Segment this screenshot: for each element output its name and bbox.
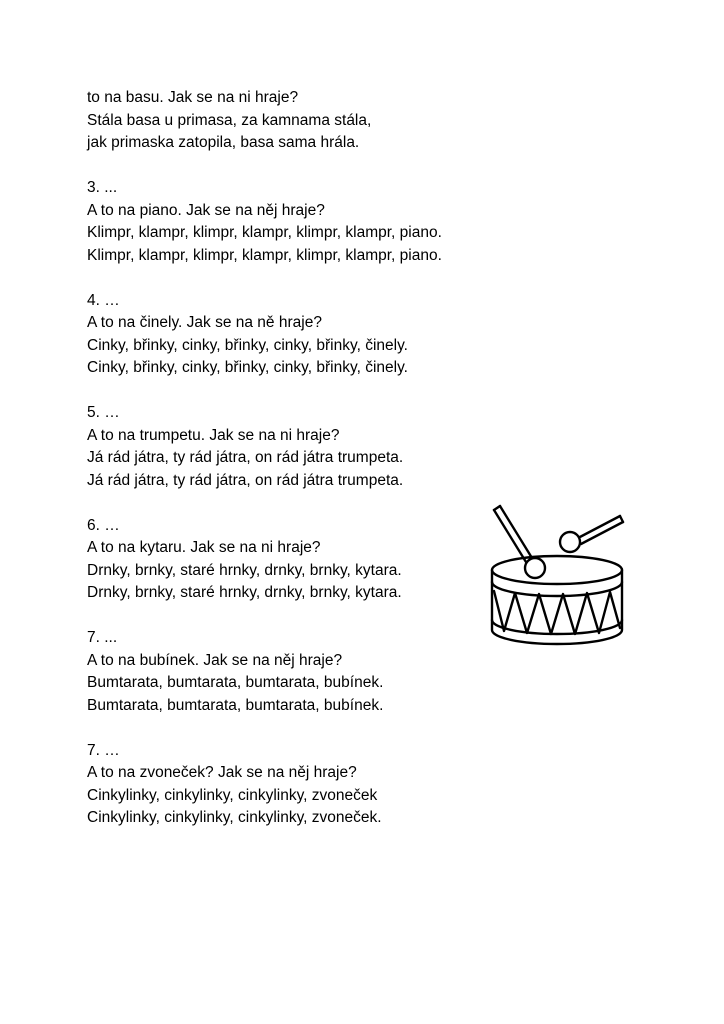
- text-line: A to na piano. Jak se na něj hraje?: [87, 201, 325, 219]
- song-text: [87, 87, 507, 852]
- text-line: Drnky, brnky, staré hrnky, drnky, brnky, kytara.: [87, 584, 402, 601]
- text-line: Cinky, břinky, cinky, břinky, cinky, břinky, činely.: [87, 359, 408, 376]
- verse-number: 5. …: [87, 404, 120, 421]
- text-line: Cinkylinky, cinkylinky, cinkylinky, zvoneček.: [87, 809, 382, 826]
- text-line: Bumtarata, bumtarata, bumtarata, bubínek.: [87, 674, 384, 691]
- drum-icon: [482, 498, 632, 646]
- text-line: Já rád játra, ty rád játra, on rád játra trumpeta.: [87, 471, 404, 489]
- stanza-piano: [87, 177, 507, 267]
- text-line: Cinky, břinky, cinky, břinky, cinky, břinky, činely.: [87, 336, 408, 354]
- stanza-kytara: [87, 515, 507, 605]
- text-line: Klimpr, klampr, klimpr, klampr, klimpr, klampr, piano.: [87, 246, 442, 264]
- text-line: jak primaska zatopila, basa sama hrála.: [87, 134, 360, 151]
- text-line: Drnky, brnky, staré hrnky, drnky, brnky, kytara.: [87, 561, 402, 579]
- verse-number: 3. ...: [87, 179, 118, 196]
- stanza-cinely: [87, 290, 507, 380]
- text-line: A to na činely. Jak se na ně hraje?: [87, 314, 322, 331]
- text-line: Bumtarata, bumtarata, bumtarata, bubínek.: [87, 696, 384, 714]
- stanza-zvonecek: [87, 740, 507, 830]
- stanza-trumpeta: [87, 402, 507, 492]
- text-line: A to na trumpetu. Jak se na ni hraje?: [87, 426, 340, 444]
- text-line: A to na kytaru. Jak se na ni hraje?: [87, 539, 321, 556]
- text-line: A to na zvoneček? Jak se na něj hraje?: [87, 764, 357, 781]
- verse-number: 7. ...: [87, 629, 118, 646]
- stanza-bubinek: [87, 627, 507, 717]
- text-line: Stála basa u primasa, za kamnama stála,: [87, 111, 372, 129]
- verse-number: 6. …: [87, 516, 120, 534]
- text-line: to na basu. Jak se na ni hraje?: [87, 89, 299, 106]
- text-line: A to na bubínek. Jak se na něj hraje?: [87, 651, 343, 669]
- verse-number: 7. …: [87, 741, 120, 759]
- text-line: Já rád játra, ty rád játra, on rád játra trumpeta.: [87, 449, 404, 466]
- text-line: Klimpr, klampr, klimpr, klampr, klimpr, klampr, piano.: [87, 224, 442, 241]
- stanza-basa: [87, 87, 507, 155]
- verse-number: 4. …: [87, 291, 120, 309]
- text-line: Cinkylinky, cinkylinky, cinkylinky, zvoneček: [87, 786, 378, 804]
